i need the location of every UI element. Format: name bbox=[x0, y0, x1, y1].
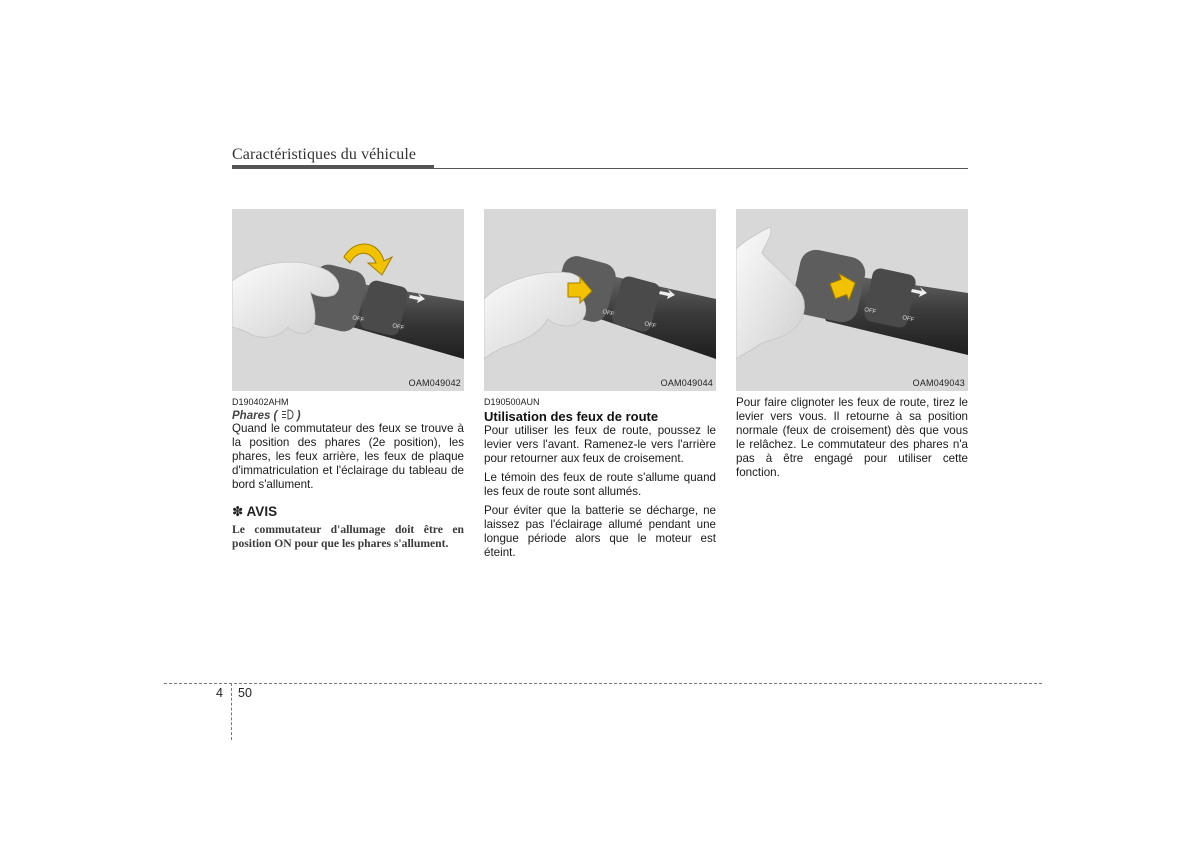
column-high-beam bbox=[484, 209, 716, 565]
headlight-icon bbox=[281, 409, 294, 420]
lever-illustration-pull bbox=[736, 209, 968, 391]
chapter-number: 4 bbox=[216, 686, 223, 700]
note-title: ✽ AVIS bbox=[232, 504, 278, 519]
reference-code: D190402AHM bbox=[232, 397, 289, 407]
figure-code: OAM049044 bbox=[660, 378, 713, 388]
svg-text:OFF: OFF bbox=[901, 315, 915, 324]
svg-text:OFF: OFF bbox=[351, 315, 365, 324]
paragraph: Le témoin des feux de route s'allume quand les feux de route sont allumés. bbox=[484, 471, 716, 498]
footer-vertical-rule bbox=[231, 683, 232, 740]
figure-code: OAM049042 bbox=[408, 378, 461, 388]
header-rule-thick bbox=[232, 165, 434, 169]
figure-headlight-switch bbox=[232, 209, 464, 391]
lever-illustration-push bbox=[484, 209, 716, 391]
footer-rule bbox=[164, 683, 1042, 684]
header-rule-thin bbox=[434, 168, 968, 169]
reference-code: D190500AUN bbox=[484, 397, 540, 407]
column-flash bbox=[736, 209, 968, 485]
paragraph: Pour éviter que la batterie se décharge, ne laissez pas l'éclairage allumé pendant une longue période alors que le moteur est éteint. bbox=[484, 504, 716, 559]
section-heading: Utilisation des feux de route bbox=[484, 409, 659, 424]
svg-text:OFF: OFF bbox=[391, 323, 405, 332]
paragraph: Quand le commutateur des feux se trouve à la position des phares (2e position), les phares, les feux arrière, les feux de plaque d'immatriculation et l'éclairage du tableau de bord s'allument. bbox=[232, 422, 464, 491]
paragraph: Pour faire clignoter les feux de route, tirez le levier vers vous. Il retourne à sa position normale (feux de croisement) dès que vous le relâchez. Le commutateur des phares n'a pas à être engagé pour utiliser cette fonction. bbox=[736, 396, 968, 479]
svg-text:OFF: OFF bbox=[601, 309, 615, 319]
lever-illustration-rotate bbox=[232, 209, 464, 391]
figure-code: OAM049043 bbox=[912, 378, 965, 388]
column-headlights bbox=[232, 209, 464, 551]
page-number: 50 bbox=[238, 686, 252, 700]
figure-high-beam-push bbox=[484, 209, 716, 391]
header-title: Caractéristiques du véhicule bbox=[232, 146, 417, 163]
paragraph: Pour utiliser les feux de route, poussez le levier vers l'avant. Ramenez-le vers l'arrière pour retourner aux feux de croisement. bbox=[484, 424, 716, 465]
note-body: Le commutateur d'allumage doit être en position ON pour que les phares s'allument. bbox=[232, 523, 464, 550]
svg-text:OFF: OFF bbox=[643, 321, 657, 331]
figure-high-beam-flash bbox=[736, 209, 968, 391]
subheading-headlights: Phares ( ) bbox=[232, 410, 301, 422]
svg-text:OFF: OFF bbox=[863, 307, 877, 316]
